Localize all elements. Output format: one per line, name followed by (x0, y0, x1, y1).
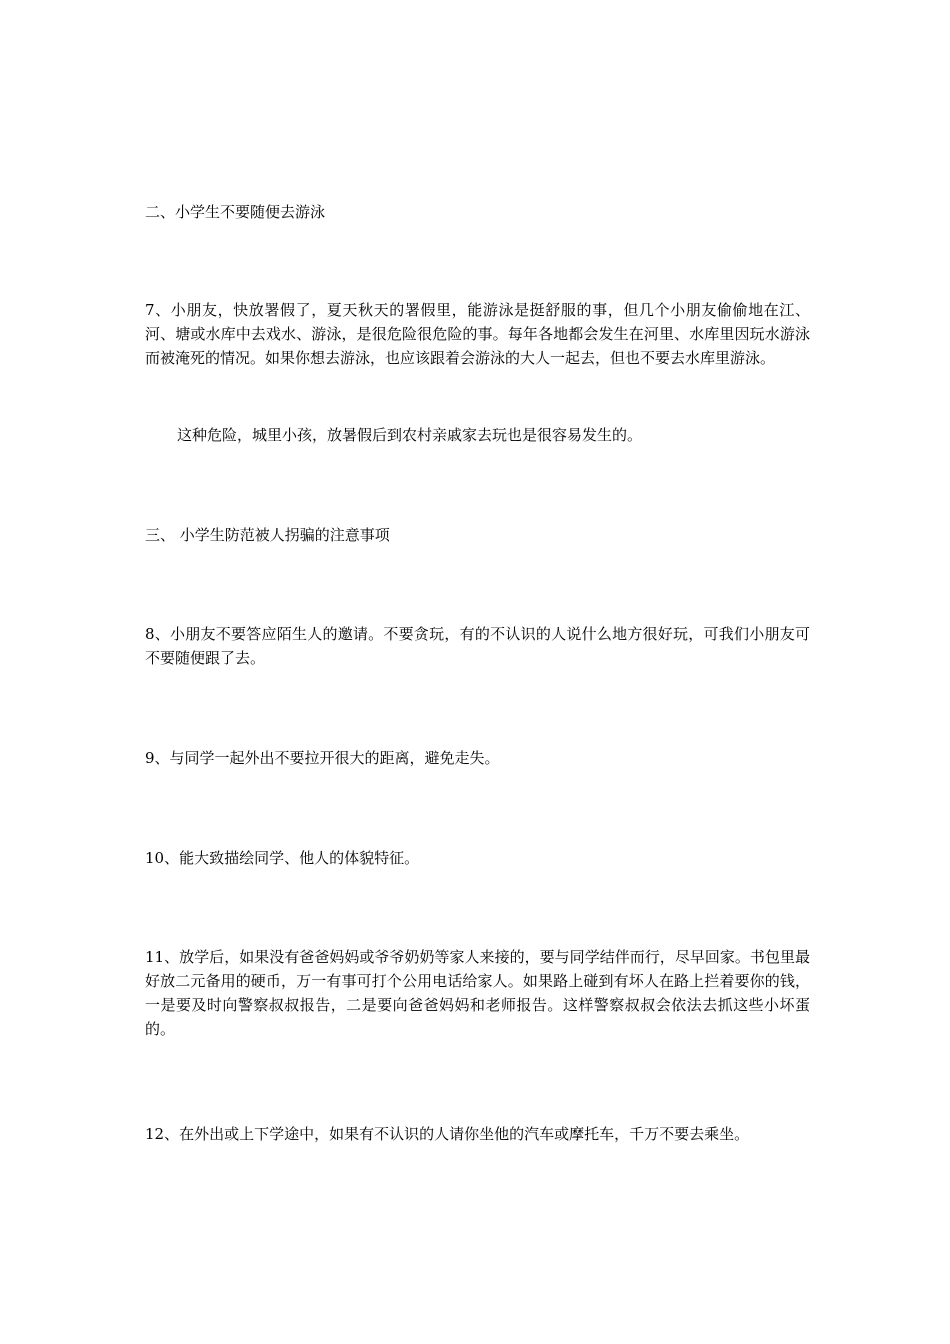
paragraph-7: 7、小朋友，快放署假了，夏天秋天的署假里，能游泳是挺舒服的事，但几个小朋友偷偷地在江、河、塘或水库中去戏水、游泳，是很危险很危险的事。每年各地都会发生在河里、水库里因玩水游泳而被淹死的情况。如果你想去游泳，也应该跟着会游泳的大人一起去，但也不要去水库里游泳。 (145, 301, 810, 367)
section-heading-abduction: 三、 小学生防范被人拐骗的注意事项 (145, 526, 390, 544)
paragraph-10: 10、能大致描绘同学、他人的体貌特征。 (145, 849, 420, 867)
section-heading-swimming: 二、小学生不要随便去游泳 (145, 203, 326, 221)
paragraph-9: 9、与同学一起外出不要拉开很大的距离，避免走失。 (145, 749, 500, 767)
paragraph-11: 11、放学后，如果没有爸爸妈妈或爷爷奶奶等家人来接的，要与同学结伴而行，尽早回家。书包里最好放二元备用的硬币，万一有事可打个公用电话给家人。如果路上碰到有坏人在路上拦着要你的钱，一是要及时向警察叔叔报告，二是要向爸爸妈妈和老师报告。这样警察叔叔会依法去抓这些小坏蛋的。 (145, 948, 810, 1038)
paragraph-12: 12、在外出或上下学途中，如果有不认识的人请你坐他的汽车或摩托车，千万不要去乘坐。 (145, 1125, 750, 1143)
paragraph-8: 8、小朋友不要答应陌生人的邀请。不要贪玩，有的不认识的人说什么地方很好玩，可我们小朋友可不要随便跟了去。 (145, 625, 810, 667)
paragraph-7-note: 这种危险，城里小孩，放暑假后到农村亲戚家去玩也是很容易发生的。 (177, 426, 643, 444)
